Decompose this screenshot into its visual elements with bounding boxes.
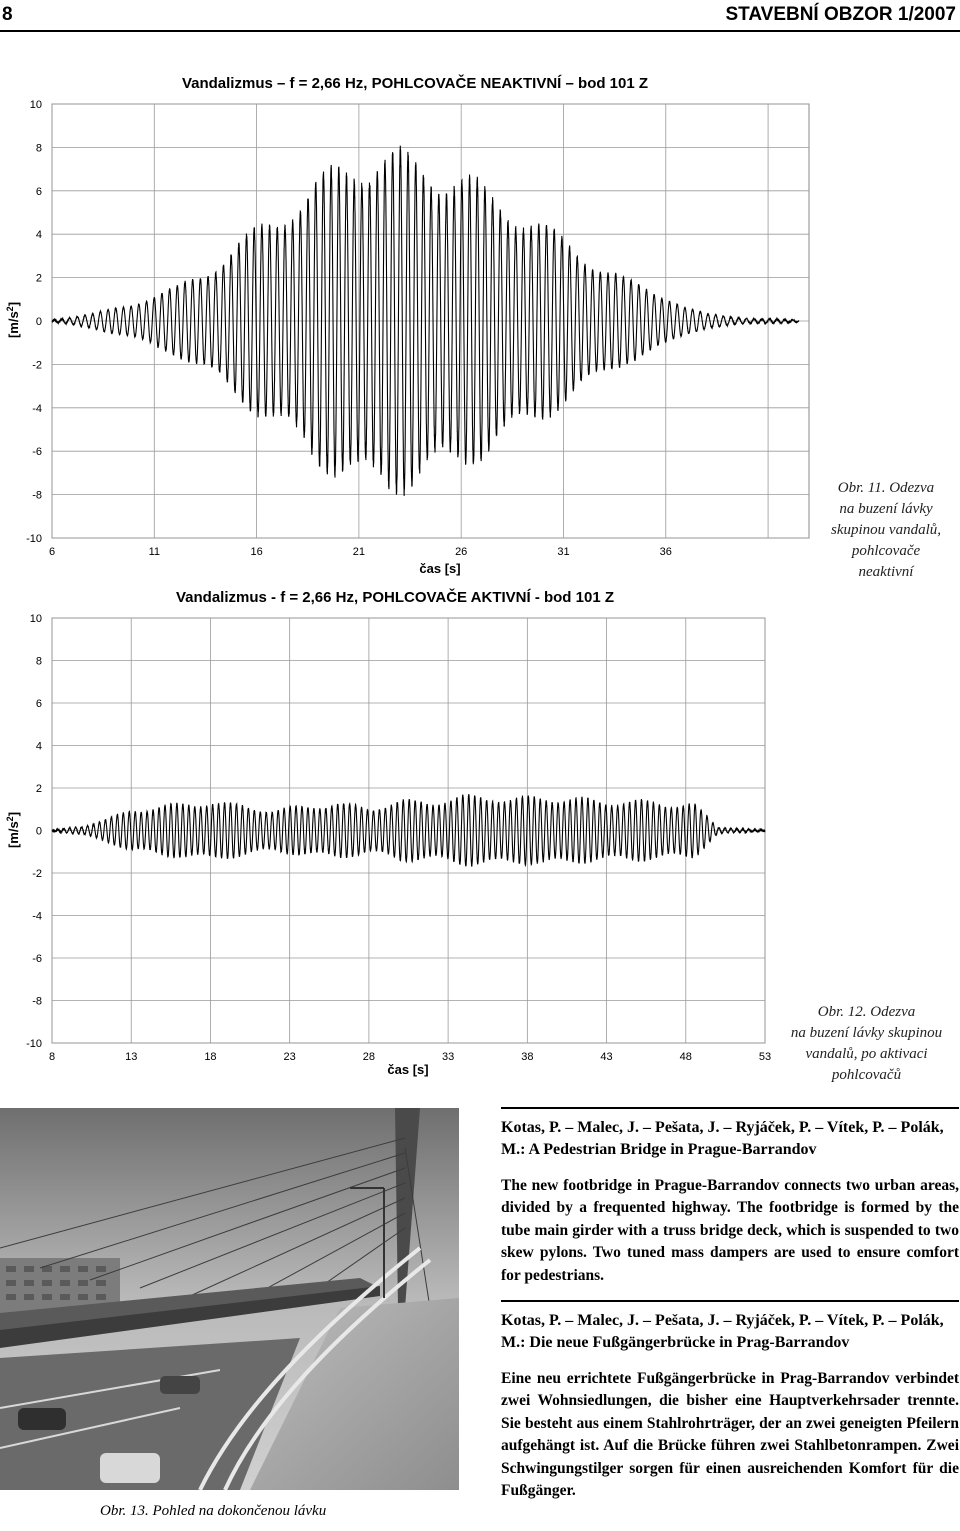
- y-tick-label: 6: [35, 698, 42, 710]
- y-tick-label: -10: [26, 1038, 42, 1050]
- header-rule: [0, 30, 960, 32]
- abstract-title: Kotas, P. – Malec, J. – Pešata, J. – Ryjáček, P. – Vítek, P. – Polák, M.: A Pedestrian Bridge in Prague-Barrandov: [501, 1118, 944, 1158]
- y-tick-label: 0: [35, 316, 42, 328]
- y-tick-label: -6: [32, 953, 42, 965]
- x-tick-label: 8: [48, 1051, 56, 1063]
- divider: [501, 1107, 959, 1109]
- x-tick-label: 31: [557, 546, 570, 558]
- x-tick-label: 26: [455, 546, 468, 558]
- y-tick-label: 10: [29, 613, 42, 625]
- x-tick-label: 13: [125, 1051, 138, 1063]
- chart-title: Vandalizmus – f = 2,66 Hz, POHLCOVAČE NEAKTIVNÍ – bod 101 Z: [181, 75, 649, 92]
- x-tick-label: 6: [48, 546, 56, 558]
- divider: [501, 1300, 959, 1302]
- y-tick-label: 2: [35, 272, 42, 285]
- chart-absorbers-inactive: [0, 62, 820, 580]
- y-tick-label: -2: [32, 868, 42, 880]
- y-tick-label: -4: [32, 402, 42, 415]
- footbridge-photo: [0, 1108, 459, 1490]
- x-tick-label: 33: [441, 1051, 455, 1063]
- y-tick-label: 0: [35, 825, 42, 838]
- x-tick-label: 18: [204, 1051, 217, 1063]
- page-header: [0, 0, 960, 30]
- y-tick-label: 2: [35, 783, 42, 795]
- y-tick-label: 8: [35, 655, 42, 668]
- x-tick-label: 23: [283, 1051, 296, 1063]
- x-tick-label: 48: [679, 1051, 692, 1063]
- x-axis-label: čas [s]: [387, 1062, 429, 1077]
- y-tick-label: -2: [32, 359, 42, 372]
- x-tick-label: 11: [148, 546, 161, 558]
- chart-absorbers-active: [0, 578, 790, 1088]
- abstract-body: Eine neu errichtete Fußgängerbrücke in Prag-Barrandov verbindet zwei Wohnsiedlungen, die bisher eine Hauptverkehrsader trennte. Sie besteht aus einem Stahlrohrträger, der an zwei geneigten Pfeilern aufgehängt ist. Auf die Brücke führen zwei Stahlbetonrampen. Zwei Schwingungstilger sorgen für einen ausreichenden Komfort für die Fußgänger.: [501, 1369, 959, 1499]
- y-tick-label: 8: [35, 142, 42, 155]
- chart-title: Vandalizmus - f = 2,66 Hz, POHLCOVAČE AKTIVNÍ - bod 101 Z: [176, 589, 614, 606]
- y-axis-label: $[m/s^2]$: [5, 811, 21, 849]
- journal-title: STAVEBNÍ OBZOR 1/2007: [725, 4, 956, 25]
- x-tick-label: 43: [600, 1051, 613, 1063]
- x-tick-label: 16: [250, 546, 263, 558]
- figure-11-caption: Obr. 11. Odezva na buzení lávky skupinou vandalů, pohlcovače neaktivní: [831, 480, 941, 580]
- x-tick-label: 21: [352, 546, 366, 558]
- y-tick-label: -4: [32, 910, 42, 923]
- figure-13-caption: Obr. 13. Pohled na dokončenou lávku: [100, 1503, 327, 1519]
- x-tick-label: 53: [758, 1051, 772, 1063]
- x-axis-label: čas [s]: [419, 561, 461, 576]
- figure-12-caption: Obr. 12. Odezva na buzení lávky skupinou vandalů, po aktivaci pohlcovačů: [790, 1004, 943, 1083]
- abstract-german: [501, 1300, 959, 1503]
- y-tick-label: -6: [32, 446, 42, 459]
- abstract-title: Kotas, P. – Malec, J. – Pešata, J. – Ryjáček, P. – Vítek, P. – Polák, M.: Die neue Fußgängerbrücke in Prag-Barrandov: [501, 1311, 944, 1351]
- y-tick-label: 6: [35, 185, 42, 198]
- page-number: 8: [2, 4, 13, 25]
- y-tick-label: 4: [35, 229, 42, 242]
- y-tick-label: 10: [29, 99, 42, 111]
- x-tick-label: 28: [362, 1051, 376, 1063]
- y-tick-label: -8: [32, 995, 42, 1008]
- y-tick-label: -10: [26, 533, 42, 545]
- x-tick-label: 38: [521, 1051, 534, 1063]
- abstract-english: [501, 1107, 959, 1287]
- y-axis-label: $[m/s^2]$: [5, 301, 21, 339]
- y-tick-label: -8: [32, 489, 42, 502]
- y-tick-label: 4: [35, 740, 42, 753]
- abstract-body: The new footbridge in Prague-Barrandov connects two urban areas, divided by a frequented highway. The footbridge is formed by the tube main girder with a truss bridge deck, which is suspended to two skew pylons. Two tuned mass dampers are used to ensure comfort for pedestrians.: [501, 1176, 959, 1284]
- x-tick-label: 36: [659, 546, 672, 558]
